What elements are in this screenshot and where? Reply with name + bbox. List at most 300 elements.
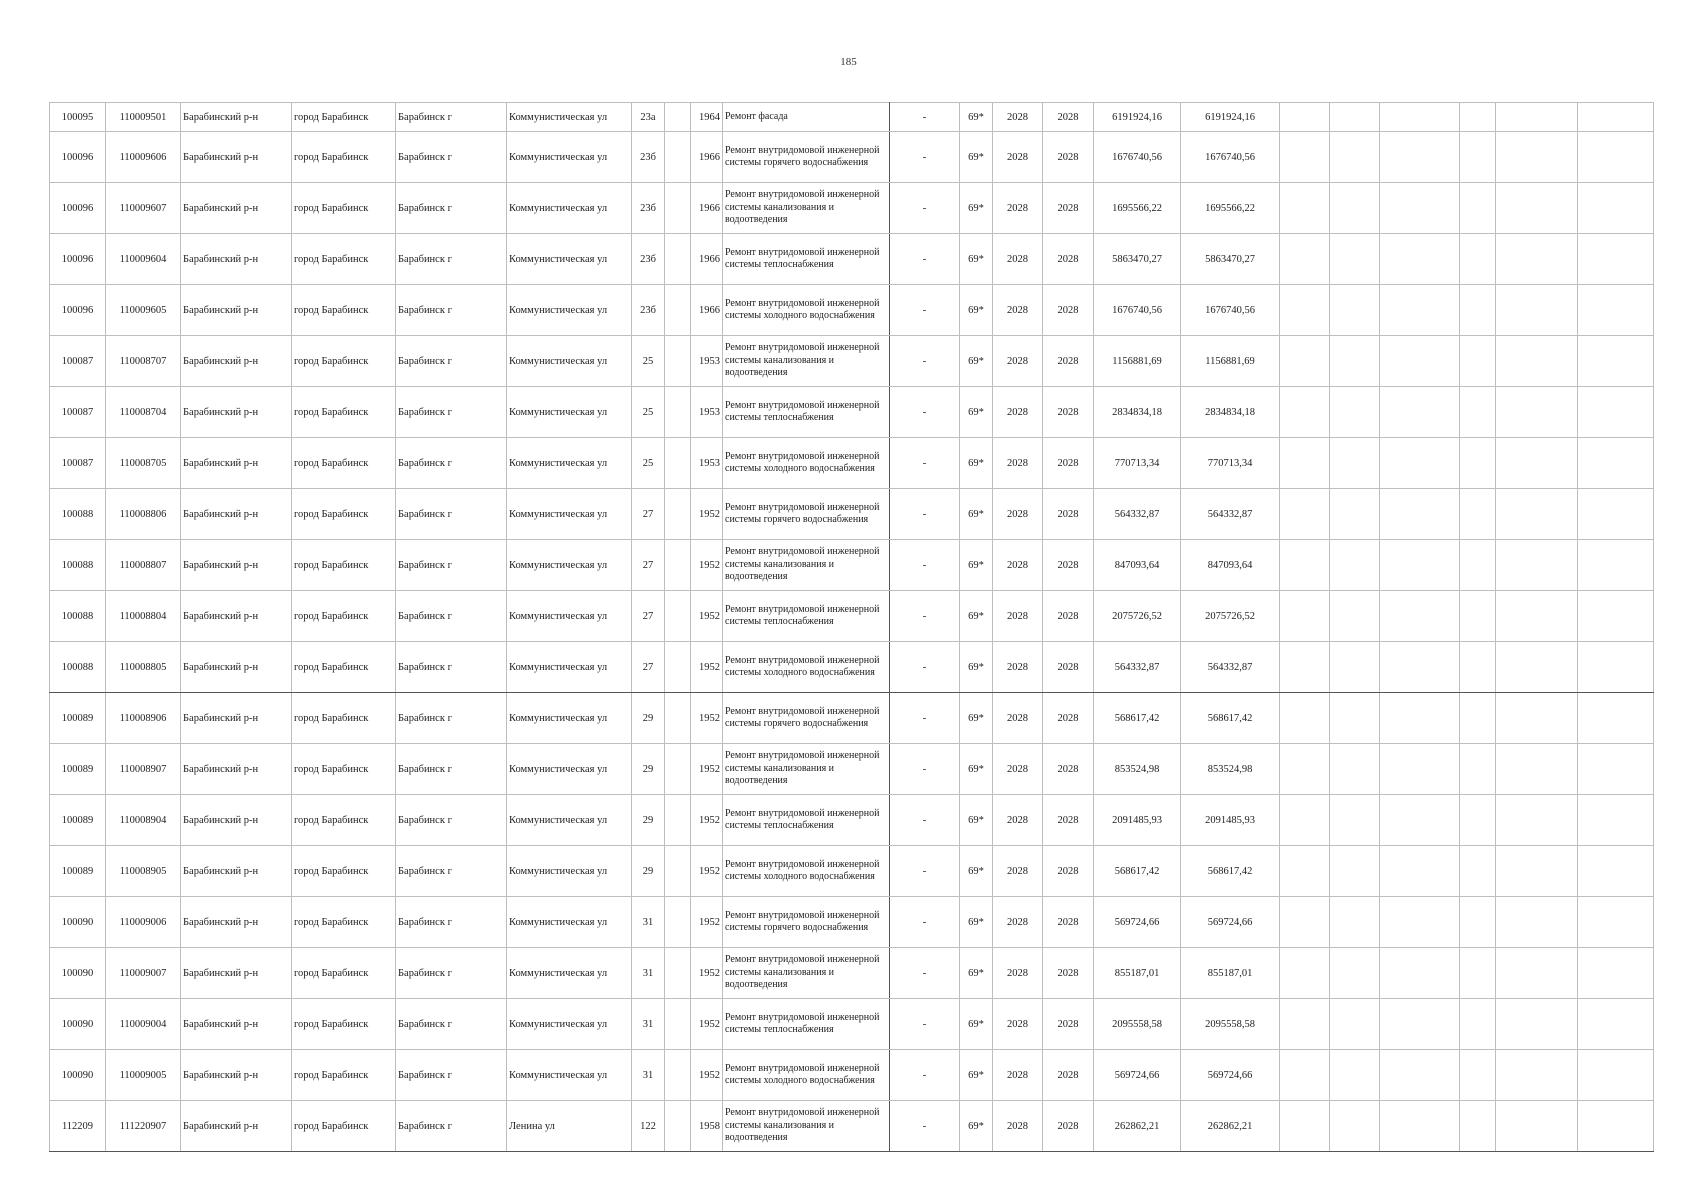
cell-empty — [1330, 540, 1380, 591]
cell-empty — [1578, 336, 1654, 387]
cell-share: 69* — [960, 744, 993, 795]
cell-house: 27 — [632, 591, 665, 642]
cell-share: 69* — [960, 948, 993, 999]
cell-year-from: 2028 — [993, 897, 1043, 948]
cell-build-year: 1952 — [691, 1050, 723, 1101]
cell-build-year: 1964 — [691, 103, 723, 132]
cell-empty — [1460, 336, 1496, 387]
cell-cost: 1156881,69 — [1094, 336, 1181, 387]
cell-share: 69* — [960, 1101, 993, 1152]
cell-cost: 1695566,22 — [1094, 183, 1181, 234]
cell-empty — [1380, 103, 1460, 132]
cell-district: Барабинский р-н — [181, 438, 292, 489]
cell-empty — [1280, 234, 1330, 285]
cell-work-type: Ремонт внутридомовой инженерной системы холодного водоснабжения — [723, 846, 890, 897]
table-row — [50, 132, 1654, 183]
cell-empty — [1330, 744, 1380, 795]
cell-code: 110009605 — [106, 285, 181, 336]
cell-id: 100087 — [50, 438, 106, 489]
cell-empty — [1578, 693, 1654, 744]
cell-empty — [1460, 387, 1496, 438]
cell-work-type: Ремонт внутридомовой инженерной системы канализования и водоотведения — [723, 948, 890, 999]
cell-work-type: Ремонт внутридомовой инженерной системы канализования и водоотведения — [723, 183, 890, 234]
cell-municipality: город Барабинск — [292, 897, 396, 948]
cell-district: Барабинский р-н — [181, 387, 292, 438]
cell-cost: 564332,87 — [1094, 489, 1181, 540]
cell-empty — [1460, 103, 1496, 132]
cell-year-from: 2028 — [993, 234, 1043, 285]
cell-empty — [1330, 489, 1380, 540]
cell-cost-total: 770713,34 — [1181, 438, 1280, 489]
table-row — [50, 438, 1654, 489]
cell-cost: 262862,21 — [1094, 1101, 1181, 1152]
cell-cost-total: 569724,66 — [1181, 1050, 1280, 1101]
cell-empty — [1280, 744, 1330, 795]
cell-build-year: 1952 — [691, 948, 723, 999]
cell-code: 110008904 — [106, 795, 181, 846]
table-row — [50, 897, 1654, 948]
cell-street: Коммунистическая ул — [507, 999, 632, 1050]
cell-year-to: 2028 — [1043, 795, 1094, 846]
cell-empty — [1460, 846, 1496, 897]
cell-empty — [665, 234, 691, 285]
cell-empty — [1330, 234, 1380, 285]
cell-year-to: 2028 — [1043, 642, 1094, 693]
cell-empty — [1280, 897, 1330, 948]
cell-empty — [1330, 693, 1380, 744]
cell-municipality: город Барабинск — [292, 285, 396, 336]
cell-empty — [1496, 897, 1578, 948]
cell-dash: - — [890, 1101, 960, 1152]
cell-empty — [665, 999, 691, 1050]
cell-street: Коммунистическая ул — [507, 103, 632, 132]
cell-empty — [1330, 285, 1380, 336]
cell-code: 110008805 — [106, 642, 181, 693]
cell-municipality: город Барабинск — [292, 540, 396, 591]
cell-empty — [1460, 540, 1496, 591]
cell-empty — [1330, 183, 1380, 234]
cell-build-year: 1952 — [691, 642, 723, 693]
cell-empty — [1496, 999, 1578, 1050]
cell-empty — [1496, 744, 1578, 795]
cell-year-from: 2028 — [993, 1050, 1043, 1101]
cell-empty — [1380, 744, 1460, 795]
cell-locality: Барабинск г — [396, 999, 507, 1050]
cell-empty — [1380, 438, 1460, 489]
cell-dash: - — [890, 795, 960, 846]
page-number: 185 — [840, 56, 857, 68]
cell-share: 69* — [960, 795, 993, 846]
cell-id: 100096 — [50, 285, 106, 336]
cell-work-type: Ремонт внутридомовой инженерной системы горячего водоснабжения — [723, 897, 890, 948]
cell-empty — [1330, 103, 1380, 132]
cell-empty — [1578, 438, 1654, 489]
cell-cost: 569724,66 — [1094, 897, 1181, 948]
cell-street: Коммунистическая ул — [507, 1050, 632, 1101]
cell-cost: 2095558,58 — [1094, 999, 1181, 1050]
cell-cost-total: 5863470,27 — [1181, 234, 1280, 285]
cell-empty — [665, 438, 691, 489]
cell-empty — [1496, 489, 1578, 540]
cell-share: 69* — [960, 897, 993, 948]
cell-code: 110008804 — [106, 591, 181, 642]
cell-house: 23б — [632, 132, 665, 183]
cell-dash: - — [890, 999, 960, 1050]
cell-cost: 1676740,56 — [1094, 285, 1181, 336]
cell-empty — [1280, 693, 1330, 744]
cell-empty — [1460, 285, 1496, 336]
cell-house: 31 — [632, 1050, 665, 1101]
cell-district: Барабинский р-н — [181, 234, 292, 285]
cell-empty — [1280, 103, 1330, 132]
cell-cost-total: 853524,98 — [1181, 744, 1280, 795]
cell-cost-total: 564332,87 — [1181, 489, 1280, 540]
cell-build-year: 1952 — [691, 999, 723, 1050]
cell-empty — [1380, 285, 1460, 336]
cell-build-year: 1966 — [691, 132, 723, 183]
cell-id: 100096 — [50, 132, 106, 183]
cell-year-to: 2028 — [1043, 846, 1094, 897]
cell-municipality: город Барабинск — [292, 387, 396, 438]
cell-work-type: Ремонт внутридомовой инженерной системы теплоснабжения — [723, 234, 890, 285]
cell-cost: 5863470,27 — [1094, 234, 1181, 285]
cell-street: Коммунистическая ул — [507, 438, 632, 489]
cell-work-type: Ремонт внутридомовой инженерной системы теплоснабжения — [723, 387, 890, 438]
cell-empty — [1578, 999, 1654, 1050]
cell-district: Барабинский р-н — [181, 693, 292, 744]
cell-empty — [1460, 132, 1496, 183]
table-row — [50, 795, 1654, 846]
cell-work-type: Ремонт внутридомовой инженерной системы холодного водоснабжения — [723, 1050, 890, 1101]
cell-empty — [1380, 132, 1460, 183]
cell-district: Барабинский р-н — [181, 285, 292, 336]
cell-empty — [665, 897, 691, 948]
cell-empty — [1280, 948, 1330, 999]
cell-empty — [1578, 642, 1654, 693]
table-row — [50, 1101, 1654, 1152]
cell-district: Барабинский р-н — [181, 897, 292, 948]
cell-empty — [1280, 846, 1330, 897]
cell-locality: Барабинск г — [396, 642, 507, 693]
table-row — [50, 744, 1654, 795]
cell-share: 69* — [960, 999, 993, 1050]
cell-dash: - — [890, 642, 960, 693]
cell-empty — [1380, 693, 1460, 744]
cell-cost-total: 855187,01 — [1181, 948, 1280, 999]
cell-cost-total: 1156881,69 — [1181, 336, 1280, 387]
cell-house: 23б — [632, 285, 665, 336]
cell-empty — [1460, 183, 1496, 234]
cell-cost: 564332,87 — [1094, 642, 1181, 693]
cell-empty — [665, 285, 691, 336]
cell-work-type: Ремонт внутридомовой инженерной системы горячего водоснабжения — [723, 489, 890, 540]
table-row — [50, 948, 1654, 999]
cell-year-to: 2028 — [1043, 1050, 1094, 1101]
cell-empty — [665, 540, 691, 591]
cell-house: 25 — [632, 438, 665, 489]
cell-share: 69* — [960, 591, 993, 642]
cell-dash: - — [890, 744, 960, 795]
cell-id: 100088 — [50, 540, 106, 591]
table-row — [50, 285, 1654, 336]
cell-municipality: город Барабинск — [292, 103, 396, 132]
cell-empty — [665, 132, 691, 183]
cell-municipality: город Барабинск — [292, 846, 396, 897]
cell-year-to: 2028 — [1043, 489, 1094, 540]
cell-empty — [1330, 438, 1380, 489]
cell-district: Барабинский р-н — [181, 489, 292, 540]
cell-id: 100090 — [50, 999, 106, 1050]
cell-district: Барабинский р-н — [181, 591, 292, 642]
cell-code: 110009606 — [106, 132, 181, 183]
cell-year-from: 2028 — [993, 846, 1043, 897]
cell-empty — [1496, 183, 1578, 234]
cell-municipality: город Барабинск — [292, 642, 396, 693]
cell-locality: Барабинск г — [396, 387, 507, 438]
cell-locality: Барабинск г — [396, 336, 507, 387]
cell-street: Коммунистическая ул — [507, 132, 632, 183]
cell-id: 100088 — [50, 591, 106, 642]
cell-empty — [1460, 744, 1496, 795]
cell-empty — [1380, 642, 1460, 693]
cell-house: 29 — [632, 693, 665, 744]
cell-cost: 770713,34 — [1094, 438, 1181, 489]
cell-municipality: город Барабинск — [292, 693, 396, 744]
cell-empty — [665, 744, 691, 795]
cell-municipality: город Барабинск — [292, 336, 396, 387]
cell-build-year: 1952 — [691, 540, 723, 591]
cell-empty — [1460, 999, 1496, 1050]
cell-build-year: 1953 — [691, 438, 723, 489]
cell-municipality: город Барабинск — [292, 948, 396, 999]
cell-year-from: 2028 — [993, 999, 1043, 1050]
cell-id: 100088 — [50, 489, 106, 540]
cell-municipality: город Барабинск — [292, 183, 396, 234]
cell-year-to: 2028 — [1043, 387, 1094, 438]
cell-empty — [1380, 948, 1460, 999]
cell-code: 110009005 — [106, 1050, 181, 1101]
cell-locality: Барабинск г — [396, 897, 507, 948]
cell-street: Коммунистическая ул — [507, 948, 632, 999]
cell-empty — [1496, 591, 1578, 642]
cell-cost-total: 6191924,16 — [1181, 103, 1280, 132]
cell-build-year: 1952 — [691, 693, 723, 744]
cell-empty — [1280, 438, 1330, 489]
cell-year-from: 2028 — [993, 183, 1043, 234]
cell-municipality: город Барабинск — [292, 744, 396, 795]
cell-municipality: город Барабинск — [292, 234, 396, 285]
cell-year-from: 2028 — [993, 103, 1043, 132]
cell-street: Коммунистическая ул — [507, 489, 632, 540]
cell-locality: Барабинск г — [396, 744, 507, 795]
cell-year-from: 2028 — [993, 438, 1043, 489]
cell-empty — [1496, 132, 1578, 183]
cell-empty — [1496, 1101, 1578, 1152]
cell-empty — [1280, 1101, 1330, 1152]
cell-code: 110008905 — [106, 846, 181, 897]
cell-district: Барабинский р-н — [181, 540, 292, 591]
cell-cost: 568617,42 — [1094, 846, 1181, 897]
cell-empty — [1330, 846, 1380, 897]
cell-empty — [1380, 795, 1460, 846]
cell-house: 23б — [632, 234, 665, 285]
cell-empty — [1280, 540, 1330, 591]
cell-empty — [1578, 387, 1654, 438]
cell-year-from: 2028 — [993, 132, 1043, 183]
table-row — [50, 183, 1654, 234]
cell-work-type: Ремонт внутридомовой инженерной системы канализования и водоотведения — [723, 744, 890, 795]
cell-id: 100090 — [50, 948, 106, 999]
cell-code: 110008707 — [106, 336, 181, 387]
cell-code: 110009007 — [106, 948, 181, 999]
cell-code: 110008705 — [106, 438, 181, 489]
cell-cost: 847093,64 — [1094, 540, 1181, 591]
cell-street: Коммунистическая ул — [507, 846, 632, 897]
cell-year-from: 2028 — [993, 693, 1043, 744]
cell-year-to: 2028 — [1043, 540, 1094, 591]
cell-empty — [665, 489, 691, 540]
cell-build-year: 1953 — [691, 387, 723, 438]
cell-house: 23б — [632, 183, 665, 234]
cell-empty — [1380, 1101, 1460, 1152]
cell-district: Барабинский р-н — [181, 336, 292, 387]
cell-empty — [1578, 103, 1654, 132]
cell-municipality: город Барабинск — [292, 795, 396, 846]
cell-empty — [1578, 285, 1654, 336]
cell-empty — [1330, 795, 1380, 846]
cell-empty — [1380, 540, 1460, 591]
cell-street: Коммунистическая ул — [507, 183, 632, 234]
cell-cost-total: 568617,42 — [1181, 846, 1280, 897]
cell-share: 69* — [960, 103, 993, 132]
cell-empty — [1496, 387, 1578, 438]
cell-empty — [1330, 1050, 1380, 1101]
cell-cost-total: 2834834,18 — [1181, 387, 1280, 438]
cell-empty — [665, 103, 691, 132]
cell-empty — [1496, 795, 1578, 846]
cell-cost: 2834834,18 — [1094, 387, 1181, 438]
cell-municipality: город Барабинск — [292, 132, 396, 183]
cell-house: 31 — [632, 897, 665, 948]
cell-empty — [665, 387, 691, 438]
table-row — [50, 489, 1654, 540]
cell-cost: 1676740,56 — [1094, 132, 1181, 183]
cell-year-to: 2028 — [1043, 591, 1094, 642]
cell-district: Барабинский р-н — [181, 1050, 292, 1101]
cell-locality: Барабинск г — [396, 1101, 507, 1152]
cell-cost: 569724,66 — [1094, 1050, 1181, 1101]
cell-empty — [1460, 795, 1496, 846]
cell-code: 110008807 — [106, 540, 181, 591]
cell-empty — [1578, 846, 1654, 897]
cell-empty — [1380, 387, 1460, 438]
cell-share: 69* — [960, 336, 993, 387]
cell-empty — [1578, 489, 1654, 540]
cell-district: Барабинский р-н — [181, 999, 292, 1050]
cell-empty — [1330, 336, 1380, 387]
cell-empty — [665, 591, 691, 642]
cell-empty — [1330, 591, 1380, 642]
cell-house: 29 — [632, 795, 665, 846]
cell-work-type: Ремонт внутридомовой инженерной системы теплоснабжения — [723, 999, 890, 1050]
cell-dash: - — [890, 846, 960, 897]
cell-house: 31 — [632, 948, 665, 999]
cell-share: 69* — [960, 1050, 993, 1101]
cell-house: 27 — [632, 642, 665, 693]
cell-year-to: 2028 — [1043, 183, 1094, 234]
cell-id: 100096 — [50, 234, 106, 285]
cell-code: 110008704 — [106, 387, 181, 438]
cell-empty — [665, 948, 691, 999]
cell-year-to: 2028 — [1043, 897, 1094, 948]
cell-dash: - — [890, 234, 960, 285]
cell-work-type: Ремонт внутридомовой инженерной системы горячего водоснабжения — [723, 693, 890, 744]
cell-empty — [1280, 387, 1330, 438]
cell-empty — [1578, 948, 1654, 999]
cell-empty — [1280, 489, 1330, 540]
cell-house: 29 — [632, 846, 665, 897]
cell-empty — [1496, 642, 1578, 693]
cell-district: Барабинский р-н — [181, 846, 292, 897]
cell-municipality: город Барабинск — [292, 1101, 396, 1152]
cell-empty — [1380, 591, 1460, 642]
cell-empty — [1380, 897, 1460, 948]
cell-empty — [1460, 693, 1496, 744]
cell-locality: Барабинск г — [396, 489, 507, 540]
cell-empty — [1280, 795, 1330, 846]
cell-year-from: 2028 — [993, 489, 1043, 540]
cell-empty — [1380, 336, 1460, 387]
cell-code: 110009006 — [106, 897, 181, 948]
table-row — [50, 591, 1654, 642]
cell-year-to: 2028 — [1043, 948, 1094, 999]
cell-code: 110009604 — [106, 234, 181, 285]
cell-id: 100090 — [50, 1050, 106, 1101]
cell-work-type: Ремонт внутридомовой инженерной системы холодного водоснабжения — [723, 285, 890, 336]
cell-empty — [1496, 1050, 1578, 1101]
table-row — [50, 693, 1654, 744]
cell-empty — [1460, 1101, 1496, 1152]
cell-locality: Барабинск г — [396, 591, 507, 642]
cell-locality: Барабинск г — [396, 540, 507, 591]
cell-empty — [1460, 897, 1496, 948]
cell-year-from: 2028 — [993, 285, 1043, 336]
cell-id: 100089 — [50, 693, 106, 744]
cell-empty — [1280, 285, 1330, 336]
cell-cost: 2091485,93 — [1094, 795, 1181, 846]
cell-empty — [1280, 999, 1330, 1050]
cell-empty — [665, 642, 691, 693]
cell-district: Барабинский р-н — [181, 103, 292, 132]
cell-empty — [1460, 438, 1496, 489]
cell-empty — [1380, 489, 1460, 540]
cell-street: Коммунистическая ул — [507, 897, 632, 948]
cell-year-from: 2028 — [993, 744, 1043, 795]
cell-empty — [1380, 999, 1460, 1050]
cell-year-to: 2028 — [1043, 103, 1094, 132]
cell-cost-total: 1695566,22 — [1181, 183, 1280, 234]
cell-empty — [1496, 948, 1578, 999]
cell-empty — [1280, 183, 1330, 234]
cell-year-from: 2028 — [993, 591, 1043, 642]
cell-empty — [665, 183, 691, 234]
cell-dash: - — [890, 387, 960, 438]
cell-district: Барабинский р-н — [181, 948, 292, 999]
cell-municipality: город Барабинск — [292, 438, 396, 489]
cell-street: Коммунистическая ул — [507, 234, 632, 285]
cell-empty — [665, 1101, 691, 1152]
cell-empty — [665, 795, 691, 846]
